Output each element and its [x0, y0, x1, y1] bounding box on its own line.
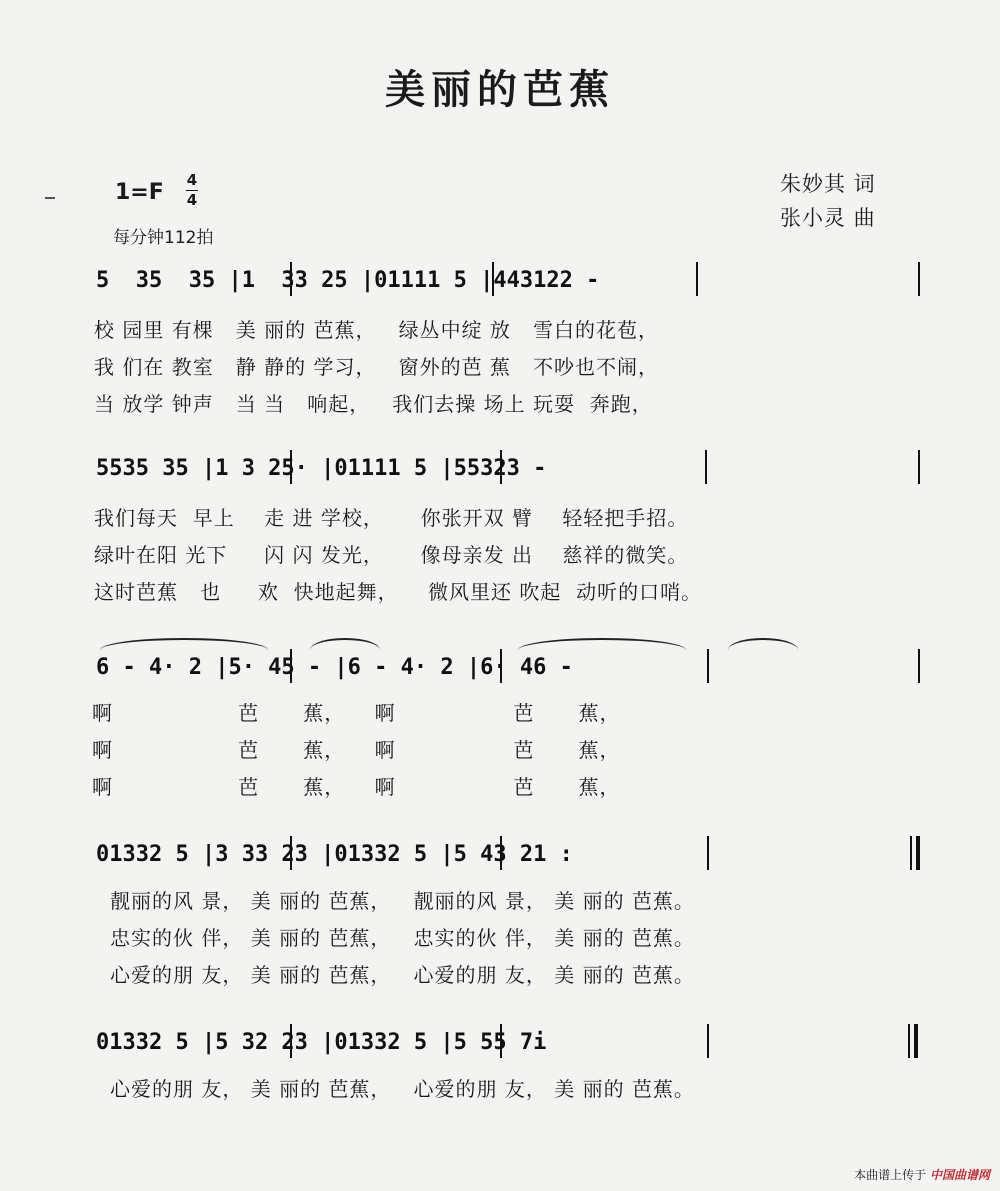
lyric-line-3-2: 啊 芭 蕉， 啊 芭 蕉，: [92, 738, 621, 762]
tie-slur: [310, 638, 380, 650]
key-signature: 1=F: [115, 180, 164, 205]
lyric-line-2-2: 绿叶在阳 光下 闪 闪 发光， 像母亲发 出 慈祥的微笑。: [94, 543, 689, 567]
lyric-line-1-2: 我 们在 教室 静 静的 学习， 窗外的芭 蕉 不吵也不闹，: [94, 355, 660, 379]
tie-slur: [728, 638, 798, 650]
lyric-line-3-3: 啊 芭 蕉， 啊 芭 蕉，: [92, 775, 621, 799]
repeat-barline: [910, 836, 912, 870]
composer-credit: 张小灵 曲: [780, 206, 876, 230]
footer-credit: [854, 1166, 990, 1183]
lyric-line-2-3: 这时芭蕉 也 欢 快地起舞， 微风里还 吹起 动听的口哨。: [94, 580, 703, 604]
notation-line-1: 5 35 35 |1 33 25 |01111 5 |443122 -: [96, 268, 600, 293]
song-title: 美丽的芭蕉: [385, 66, 615, 113]
lyric-line-3-1: 啊 芭 蕉， 啊 芭 蕉，: [92, 701, 621, 725]
lyric-line-2-1: 我们每天 早上 走 进 学校， 你张开双 臂 轻轻把手招。: [94, 506, 689, 530]
footer-text: 本曲谱上传于: [854, 1168, 927, 1182]
lyric-line-4-3: 心爱的朋 友， 美 丽的 芭蕉， 心爱的朋 友， 美 丽的 芭蕉。: [110, 963, 695, 987]
tie-slur: [100, 638, 268, 650]
lyric-line-5-1: 心爱的朋 友， 美 丽的 芭蕉， 心爱的朋 友， 美 丽的 芭蕉。: [110, 1077, 695, 1101]
notation-line-3: 6 - 4· 2 |5· 45 - |6 - 4· 2 |6· 46 -: [96, 655, 573, 680]
tie-slur: [518, 638, 686, 650]
time-signature: [186, 172, 198, 209]
notation-line-5: 01332 5 |5 32 23 |01332 5 |5 55 7i: [96, 1030, 547, 1055]
lyricist-credit: 朱妙其 词: [780, 172, 876, 196]
site-logo[interactable]: 中国曲谱网: [929, 1168, 990, 1182]
lyric-line-4-1: 靓丽的风 景， 美 丽的 芭蕉， 靓丽的风 景， 美 丽的 芭蕉。: [110, 889, 695, 913]
lyric-line-1-1: 校 园里 有棵 美 丽的 芭蕉， 绿丛中绽 放 雪白的花苞，: [94, 318, 660, 342]
notation-line-4: 01332 5 |3 33 23 |01332 5 |5 43 21 :: [96, 842, 573, 867]
final-barline: [908, 1024, 910, 1058]
time-signature-top: 4: [186, 171, 198, 189]
lyric-line-4-2: 忠实的伙 伴， 美 丽的 芭蕉， 忠实的伙 伴， 美 丽的 芭蕉。: [110, 926, 695, 950]
lyric-line-1-3: 当 放学 钟声 当 当 响起， 我们去操 场上 玩耍 奔跑，: [94, 392, 653, 416]
tempo-marking: 每分钟112拍: [113, 228, 214, 248]
margin-mark: [45, 197, 55, 199]
time-signature-bottom: 4: [186, 191, 198, 209]
notation-line-2: 5535 35 |1 3 25· |01111 5 |55323 -: [96, 456, 547, 481]
